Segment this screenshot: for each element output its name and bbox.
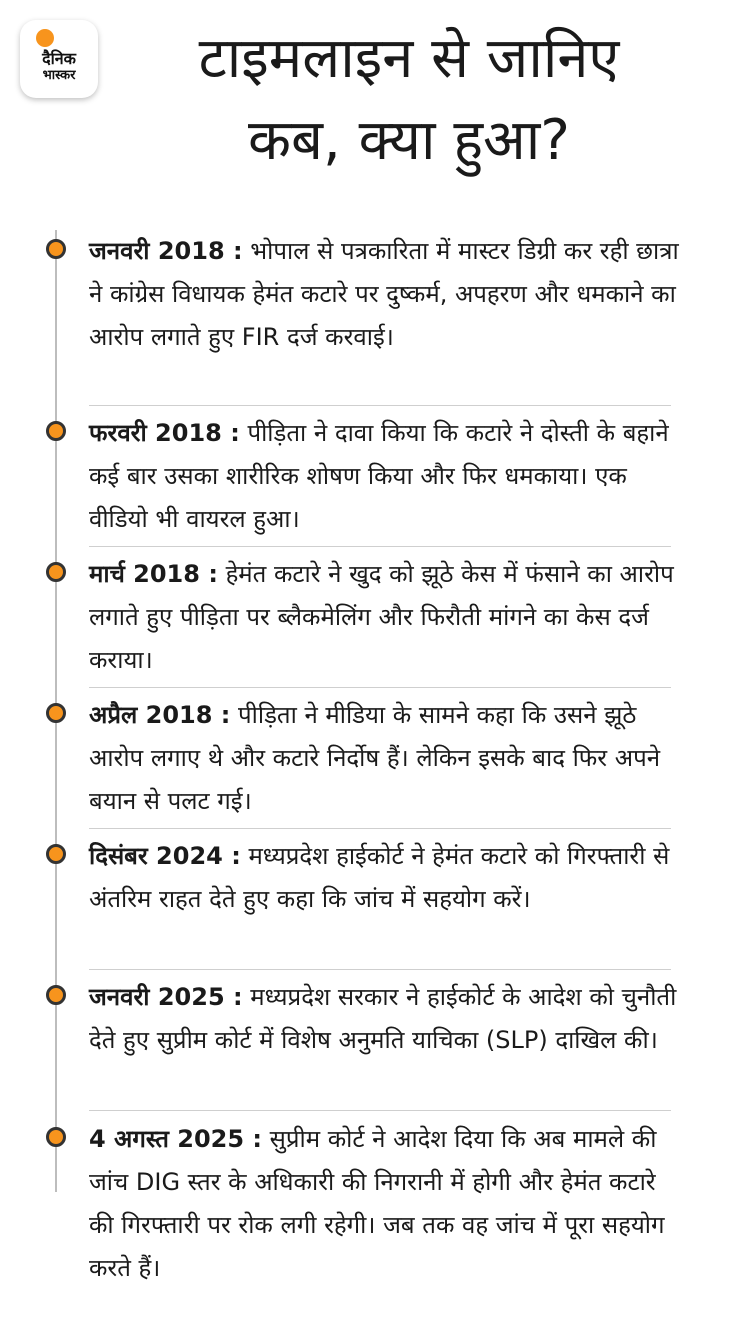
event-date: जनवरी 2018 : [89, 237, 243, 265]
divider [89, 969, 671, 970]
dainik-bhaskar-logo [20, 20, 98, 98]
divider [89, 1110, 671, 1111]
timeline-dot-icon [46, 844, 66, 864]
event-date: मार्च 2018 : [89, 560, 218, 588]
event-text: पीड़िता ने दावा किया कि कटारे ने दोस्ती के बहाने कई बार उसका शारीरिक शोषण किया और फिर धमकाया। एक वीडियो भी वायरल हुआ। [89, 419, 669, 533]
event-text: मध्यप्रदेश हाईकोर्ट ने हेमंत कटारे को गिरफ्तारी से अंतरिम राहत देते हुए कहा कि जांच में सहयोग करें। [89, 842, 670, 913]
timeline-entry [89, 412, 679, 541]
timeline-dot-icon [46, 703, 66, 723]
event-text: मध्यप्रदेश सरकार ने हाईकोर्ट के आदेश को चुनौती देते हुए सुप्रीम कोर्ट में विशेष अनुमति याचिका (SLP) दाखिल की। [89, 983, 677, 1054]
timeline-dot-icon [46, 1127, 66, 1147]
timeline-dot-icon [46, 985, 66, 1005]
logo-line-1: दैनिक [42, 48, 76, 68]
timeline-dot-icon [46, 239, 66, 259]
timeline-entry [89, 835, 679, 921]
event-date: 4 अगस्त 2025 : [89, 1125, 263, 1153]
title-line-2: कब, क्या हुआ? [247, 108, 571, 173]
event-text: हेमंत कटारे ने खुद को झूठे केस में फंसाने का आरोप लगाते हुए पीड़िता पर ब्लैकमेलिंग और फिरौती मांगने का केस दर्ज कराया। [89, 560, 674, 674]
timeline-entry [89, 1118, 679, 1290]
divider [89, 546, 671, 547]
divider [89, 828, 671, 829]
event-date: दिसंबर 2024 : [89, 842, 241, 870]
timeline-dot-icon [46, 562, 66, 582]
event-text: पीड़िता ने मीडिया के सामने कहा कि उसने झूठे आरोप लगाए थे और कटारे निर्दोष हैं। लेकिन इसके बाद फिर अपने बयान से पलट गई। [89, 701, 661, 815]
timeline-entry [89, 694, 679, 823]
timeline-entry [89, 976, 679, 1062]
event-date: अप्रैल 2018 : [89, 701, 231, 729]
sun-icon [36, 29, 54, 47]
divider [89, 687, 671, 688]
event-date: जनवरी 2025 : [89, 983, 243, 1011]
event-text: भोपाल से पत्रकारिता में मास्टर डिग्री कर रही छात्रा ने कांग्रेस विधायक हेमंत कटारे पर दुष्कर्म, अपहरण और धमकाने का आरोप लगाते हुए FIR दर्ज करवाई। [89, 237, 679, 351]
timeline-entry [89, 553, 679, 682]
title-line-1: टाइमलाइन से जानिए [198, 26, 620, 91]
divider [89, 405, 671, 406]
event-date: फरवरी 2018 : [89, 419, 240, 447]
event-text: सुप्रीम कोर्ट ने आदेश दिया कि अब मामले की जांच DIG स्तर के अधिकारी की निगरानी में होगी और हेमंत कटारे की गिरफ्तारी पर रोक लगी रहेगी। जब तक वह जांच में पूरा सहयोग करते हैं। [89, 1125, 665, 1282]
timeline-dot-icon [46, 421, 66, 441]
timeline-entry [89, 230, 679, 359]
logo-line-2: भास्कर [42, 67, 76, 83]
page-title [104, 18, 714, 182]
